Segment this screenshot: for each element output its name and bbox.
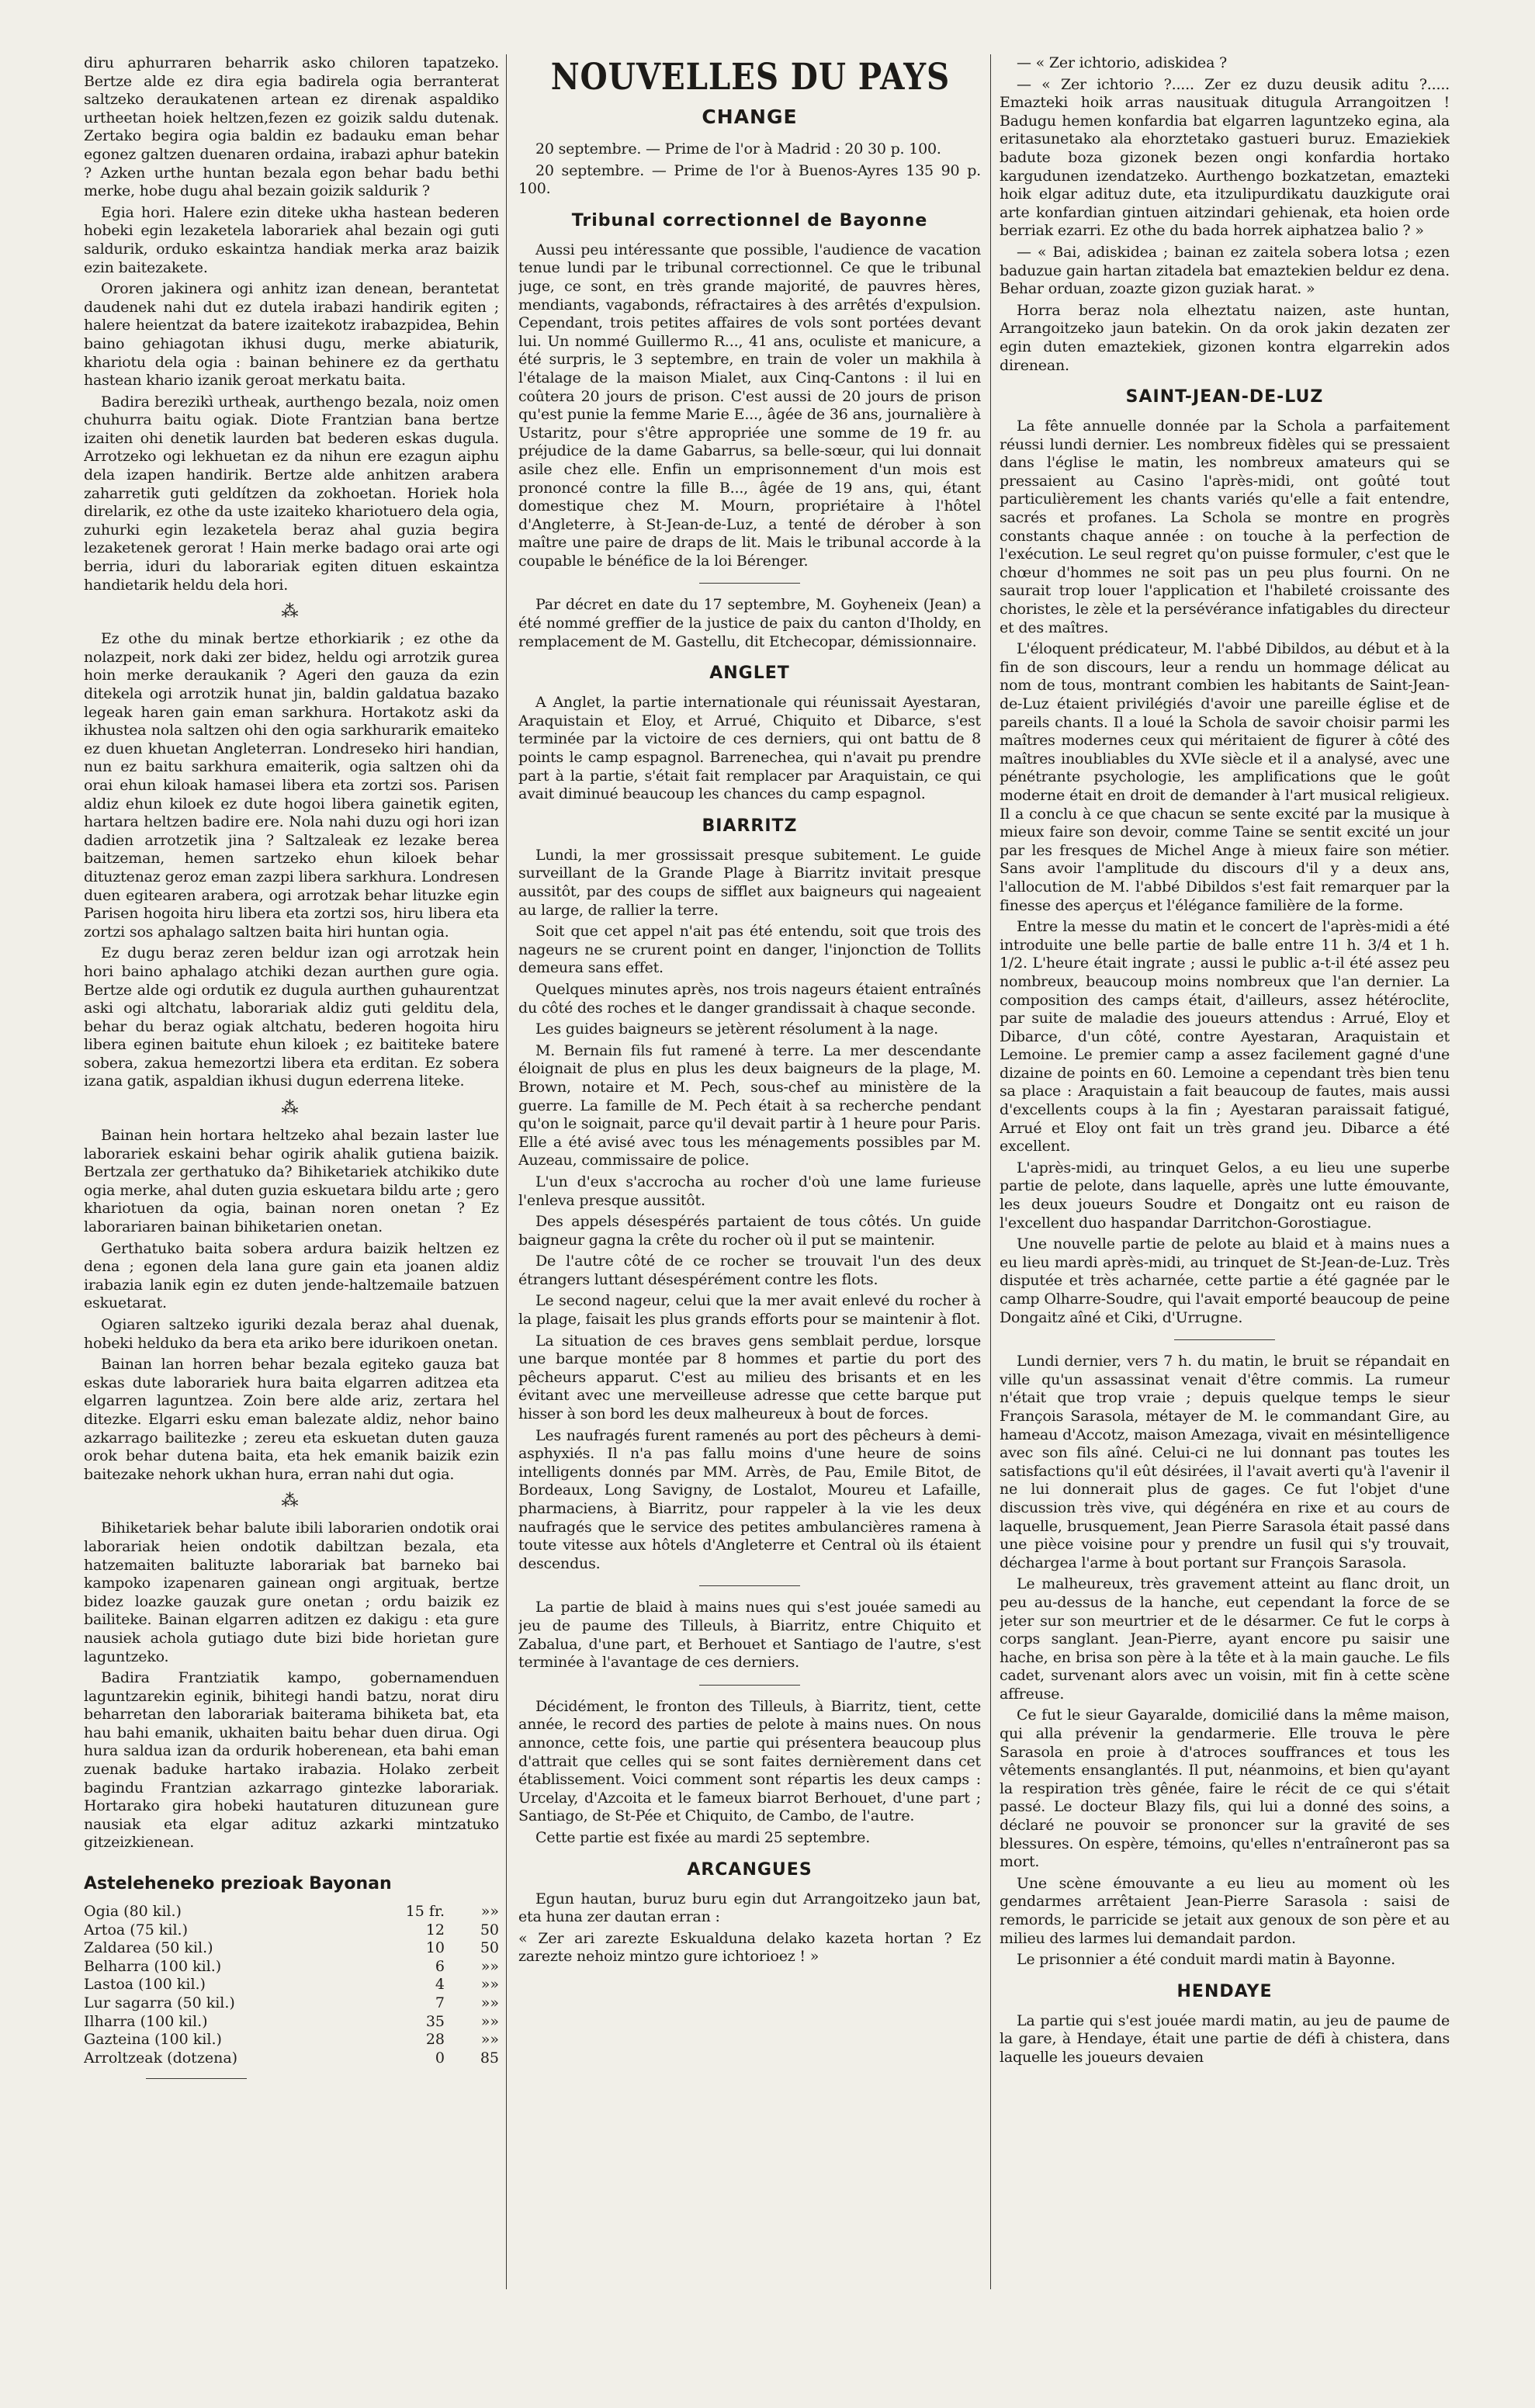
arcangues-title: ARCANGUES: [687, 1859, 813, 1880]
anglet-title: ANGLET: [709, 663, 790, 684]
article-paragraph: — « Zer ichtorio, adiskidea ?: [1017, 54, 1228, 71]
price-value: 7: [435, 1994, 445, 2011]
separator-rule: [699, 583, 800, 584]
article-paragraph: Egia hori. Halere ezin diteke ukha hastean bederen hobeki egin lezaketela laborariek ahal bezain ogi guti saldurik, orduko eskaintza handiak merka araz baizik ezin baitezakete.: [84, 203, 499, 276]
price-item-name: Lastoa (100 kil.): [84, 1976, 206, 1994]
article-paragraph: Quelques minutes après, nos trois nageurs étaient entraînés du côté des roches et le danger grandissait à chaque seconde.: [518, 980, 981, 1017]
article-paragraph: L'après-midi, au trinquet Gelos, a eu lieu une superbe partie de pelote, dans laquelle, après une lutte émouvante, les deux joueurs Soudre et Dongaitz ont eu raison de l'excellent duo haspandar Darritchon-Gorostiague.: [1000, 1159, 1450, 1232]
article-paragraph: diru aphurraren beharrik asko chiloren tapatzeko. Bertze alde ez dira egia badirela ogia berranterat saltzeko deraukatenen artean ez direnak aspaldiko urtheetan hoiek heltzen,fezen ez goizik saldu dutenak. Zertako begira ogia baldin ez badauku eman behar egonez galtzen duenaren ordaina, irabazi aphur batekin ? Azken urthe huntan bezala egon behar badu bethi merke, hobe dugu ahal bezain goizik saldurik ?: [84, 54, 499, 200]
price-value: 12: [425, 1921, 445, 1939]
price-list: [84, 1903, 499, 2067]
biarritz-title: BIARRITZ: [702, 816, 798, 836]
article-paragraph: Ce fut le sieur Gayaralde, domicilié dans la même maison, qui alla prévenir la gendarmerie. Elle trouva le père Sarasola en proie à d'atroces souffrances et tous les vêtements ensanglantés. Il put, néanmoins, et bien qu'ayant la respiration très gênée, faire le récit de ce qui s'était passé. Le docteur Blazy fils, qui lui a donné des soins, a déclaré ne pouvoir se prononcer sur la gravité de ses blessures. On espère, témoins, qu'elles n'entraîneront pas sa mort.: [1000, 1706, 1450, 1871]
article-paragraph: Gerthatuko baita sobera ardura baizik heltzen ez dena ; egonen dela lana gure gain eta joanen aldiz irabazia lanik egin ez duten jende-haltzemaile batzuen eskuetarat.: [84, 1239, 499, 1312]
column-divider: [506, 54, 507, 2289]
price-value: 4: [435, 1976, 445, 1994]
column-basque-article: [84, 54, 499, 2090]
article-paragraph: La partie qui s'est jouée mardi matin, au jeu de paume de la gare, à Hendaye, était une partie de défi à chistera, dans laquelle les joueurs devaien: [1000, 2011, 1450, 2066]
article-paragraph: Une nouvelle partie de pelote au blaid et à mains nues a eu lieu mardi après-midi, au trinquet de St-Jean-de-Luz. Très disputée et très acharnée, cette partie a été gagnée par le camp Olharre-Soudre, qui l'avait emporté beaucoup de peine Dongaitz aîné et Ciki, d'Urrugne.: [1000, 1235, 1450, 1326]
end-rule: [146, 2078, 247, 2079]
article-paragraph: Le second nageur, celui que la mer avait enlevé du rocher à la plage, faisait les plus grands efforts pour se maintenir à flot.: [518, 1292, 981, 1329]
price-item-name: Lur sagarra (50 kil.): [84, 1994, 235, 2011]
price-value: 28: [425, 2031, 445, 2049]
price-item-name: Belharra (100 kil.): [84, 1957, 222, 1975]
article-paragraph: Les guides baigneurs se jetèrent résolument à la nage.: [535, 1020, 938, 1038]
article-paragraph: Soit que cet appel n'ait pas été entendu, soit que trois des nageurs ne se crurent point en danger, l'injonction de Tollits demeura sans effet.: [518, 923, 981, 977]
price-value: 10: [425, 1939, 445, 1957]
article-paragraph: Aussi peu intéressante que possible, l'audience de vacation tenue lundi par le tribunal correctionnel. Ce que le tribunal juge, ce sont, en très grande majorité, de pauvres hères, mendiants, vagabonds, réfractaires à des arrêtés d'expulsion. Cependant, trois petites affaires de vols sont portées devant lui. Un nommé Guillermo R..., 41 ans, oculiste et manicure, a été surpris, le 3 septembre, en train de voler un makhila à l'étalage de la maison Mialet, aux Cinq-Cantons : il lui en coûtera 20 jours de prison. C'est aussi de 20 jours de prison qu'est punie la femme Marie E..., âgée de 36 ans, journalière à Ustaritz, pour s'être appropriée une somme de 19 fr. au préjudice de la dame Gabarrus, sa belle-sœur, qui lui donnait asile chez elle. Enfin un emprisonnement d'un mois est prononcé contre la fille B..., âgée de 19 ans, qui, étant domestique chez M. Mourn, propriétaire à l'hôtel d'Angleterre, à St-Jean-de-Luz, a tenté de dérober à son maître une paire de draps de lit. Mais le tribunal accorde à la coupable le bénéfice de la loi Bérenger.: [518, 241, 981, 570]
separator-rule: [699, 1585, 800, 1586]
tribunal-title: Tribunal correctionnel de Bayonne: [571, 210, 928, 230]
article-paragraph: La partie de blaid à mains nues qui s'est jouée samedi au jeu de paume des Tilleuls, à Biarritz, entre Chiquito et Zabalua, d'une part, et Berhouet et Santiago de l'autre, s'est terminée à l'avantage de ces derniers.: [518, 1599, 981, 1672]
price-cents: »»: [480, 2012, 499, 2030]
price-value: 6: [435, 1957, 445, 1975]
article-paragraph: L'éloquent prédicateur, M. l'abbé Dibildos, au début et à la fin de son discours, leur a rendu un hommage délicat au nom de tous, montrant combien les habitants de Saint-Jean-de-Luz étaient privilégiés d'avoir une pareille église et de pareils chants. Il a loué la Schola de savoir choisir parmi les maîtres modernes ceux qui méritaient de figurer à côté des maîtres inoubliables du XVIe siècle et il a analysé, avec une pénétrante psychologie, les amplifications que le goût moderne était en droit de demander à l'art musical religieux. Il a conclu à ce que chacun se sente excité par la musique à mieux faire son devoir, comme Taine se sentit excité un jour par les fresques de Michel Ange à mieux faire son métier. Sans avoir l'amplitude du discours d'il y a deux ans, l'allocution de M. l'abbé Dibildos s'est fait remarquer par la finesse des aperçus et l'élégance familière de la forme.: [1000, 640, 1450, 914]
article-paragraph: Ororen jakinera ogi anhitz izan denean, berantetat daudenek nahi dut ez dutela irabazi handirik egiten ; halere heientzat da batere izaitekotz irabazpidea, Behin baino gehiagotan ikhusi dugu, merke abiaturik, khariotu dela ogia : bainan behinere ez da gerthatu hastean khario izanik geroat merkatu baita.: [84, 280, 499, 390]
column-divider: [990, 54, 991, 2289]
article-paragraph: Horra beraz nola elheztatu naizen, aste huntan, Arrangoitzeko jaun batekin. On da orok jakin dezaten zer egin duten emaztekiek, gizonen kontra elgarrekin ados direnean.: [1000, 301, 1450, 374]
price-row: [84, 1976, 499, 1994]
saint-jean-de-luz-title: SAINT-JEAN-DE-LUZ: [1125, 387, 1324, 407]
article-paragraph: Décidément, le fronton des Tilleuls, à Biarritz, tient, cette année, le record des parties de pelote à mains nues. On nous annonce, cette fois, une partie qui présentera beaucoup plus d'attrait que celles qui se sont faites dernièrement dans cet établissement. Voici comment sont répartis les deux camps : Urcelay, d'Azcoita et le fameux biarrot Berhouet, d'une part ; Santiago, de St-Pée et Chiquito, de Cambo, de l'autre.: [518, 1697, 981, 1825]
article-paragraph: Bihiketariek behar balute ibili laborarien ondotik orai laborariak heien ondotik dabiltzan bezala, eta hatzemaiten balituzte laborariak bat barneko bai kampoko izapenaren gainean ongi argituak, bertze bidez loazke gauzak gure onetan ; ordu baizik ez bailiteke. Bainan elgarren aditzen ez dakigu : eta gure nausiek achola gutiago dute bizi bide horietan gure laguntzeko.: [84, 1519, 499, 1665]
column-nouvelles: [518, 54, 981, 1970]
price-cents: 50: [480, 1921, 499, 1939]
price-item-name: Artoa (75 kil.): [84, 1921, 188, 1939]
price-row: [84, 2031, 499, 2049]
article-paragraph: Badira Frantziatik kampo, gobernamenduen laguntzarekin eginik, bihitegi handi batzu, norat diru beharretan den laborariak baiterama bihiketa bat, eta hau bahi emanik, ukhaiten baitu behar duen dirua. Ogi hura salduа izan da ordurik hoberenean, eta bahi eman zuenak baduke hartako irabazia. Holako zerbeit bagindu Frantzian azkarrago gintezke laborariak. Hortarako gira hobeki hautaturen dituzunean gure nausiak eta elgar adituz azkarki mintzatuko gitzeizkienean.: [84, 1669, 499, 1852]
article-paragraph: Lundi, la mer grossissait presque subitement. Le guide surveillant de la Grande Plage à Biarritz invitait presque aussitôt, par des coups de sifflet aux baigneurs qui nageaient au large, de rallier la terre.: [518, 846, 981, 919]
price-cents: 50: [480, 1939, 499, 1957]
article-paragraph: Ogiaren saltzeko iguriki dezala beraz ahal duenak, hobeki helduko da bera eta ariko bere idurikoen onetan.: [84, 1316, 499, 1352]
price-row: [84, 1921, 499, 1940]
article-paragraph: Une scène émouvante a eu lieu au moment où les gendarmes arrêtaient Jean-Pierre Sarasola : saisi de remords, le parricide se jetait aux genoux de son père et au milieu des larmes lui demandait pardon.: [1000, 1874, 1450, 1947]
section-separator: ⁂: [281, 1099, 302, 1119]
article-paragraph: Badira berezikì urtheak, aurthengo bezala, noiz omen chuhurra baitu ogiak. Diote Frantzian bana bertze izaiten ohi denetik laurden bat bederen eskas dugula. Arrotzeko ogi lekhuetan ez da nihun ere ezagun aiphu dela izapen handirik. Bertze alde anhitzen arabera zaharretik guti geldítzen da zokhoetan. Horiek hola direlarik, ez othe da uste izaiteko khariotuero dela ogia, zuhurki egin lezaketela beraz ahal guzia begira lezaketenek gerorat ! Hain merke badago orai arte ogi berria, iduri du laborariak egiten dituen eskaintza handietarik heldu dela hori.: [84, 393, 499, 594]
price-value: 15 fr.: [405, 1903, 445, 1921]
article-paragraph: Ez othe du minak bertze ethorkiarik ; ez othe da nolazpeit, nork daki zer bidez, heldu ogi arrotzik gurea hoin merke deraukanik ? Ageri den gauza da ezin ditekela ogi arrotzik hunat jin, baldin galdatua bazako legeak haren gain eman sarkhura. Hortakotz aski da ikhustea nola saltzen ohi den ogia sarkhurarik emaiteko ez duen khuetan Angleterran. Londreseko hiri handian, nun ez baitu sarkhura emaiterik, ogia saltzen ohi da orai ehun kiloak hamasei libera eta zortzi sos. Parisen aldiz ehun kiloek ez dute hogoi libera gainetik egiten, hartara heltzen badire ere. Nola nahi duzu ogi hori izan dadien arrotzetik jina ? Saltzaleak ez lezake berea baitzeman, hemen sartzeko ehun kiloek behar dituztenaz geroz eman zazpi libera sarkhura. Londresen duen egitearen arabera, ogi arrotzak behar lituzke egin Parisen hogoita hiru libera eta zortzi sos, hiru libera eta zortzi sos aphalago saltzen baita hiri huntan ogia.: [84, 630, 499, 941]
separator-rule: [699, 1685, 800, 1686]
article-paragraph: Egun hautan, buruz buru egin dut Arrangoitzeko jaun bat, eta huna zer dautan erran :: [518, 1890, 981, 1926]
hendaye-title: HENDAYE: [1176, 1981, 1273, 2001]
price-item-name: Ogia (80 kil.): [84, 1903, 182, 1921]
article-paragraph: Bainan hein hortara heltzeko ahal bezain laster lue laborariek eskaini behar ogirik ahalik gutiena baizik. Bertzala zer gerthatuko da? Bihiketariek atchikiko dute ogia merke, ahal duten guzia eskuetara bildu arte ; gero khariotuen da ogia, bainan noren onetan ? Ez laborariaren bainan bihiketarien onetan.: [84, 1127, 499, 1236]
article-paragraph: Le prisonnier a été conduit mardi matin à Bayonne.: [1017, 1951, 1395, 1969]
separator-rule: [1174, 1339, 1275, 1340]
section-separator: ⁂: [281, 1492, 302, 1512]
change-line: 20 septembre. — Prime de l'or à Buenos-Ayres 135 90 p. 100.: [518, 161, 981, 198]
price-item-name: Arroltzeak (dotzena): [84, 2049, 238, 2067]
article-paragraph: A Anglet, la partie internationale qui réunissait Ayestaran, Araquistain et Eloy, et Arrué, Chiquito et Dibarce, s'est terminée par la victoire de ces derniers, qui ont battu de 8 points le camp espagnol. Barrenechea, qui n'avait pu prendre part à la partie, s'était fait remplacer par Araquistain, ce qui avait diminué beaucoup les chances du camp espagnol.: [518, 694, 981, 803]
price-item-name: Ilharra (100 kil.): [84, 2012, 208, 2030]
price-row: [84, 1994, 499, 2013]
price-row: [84, 1903, 499, 1921]
price-cents: »»: [480, 1903, 499, 1921]
price-row: [84, 1939, 499, 1958]
article-paragraph: Ez dugu beraz zeren beldur izan ogi arrotzak hein hori baino aphalago atchiki dezan aurthen gure ogia. Bertze alde ogi ordutik ez dugula aurthen guhaurentzat aski ogi altchatu, laborariak aldiz guti gelditu dela, behar du beraz ogiak altchatu, bederen hogoita hiru libera eginen baitute ehun kiloek ; ez baititeke batere sobera, zakua hemezortzi libera eta erditan. Ez sobera izana gatik, aspaldian ikhusi dugun ederrena liteke.: [84, 944, 499, 1090]
article-paragraph: Bainan lan horren behar bezala egiteko gauza bat eskas dute laborariek hura baita elgarren aditzea eta elgarren laguntzea. Zoin bere alde ariz, zertara hel ditezke. Elgarri esku eman balezate aldiz, nehor baino azkarrago bailitezke ; zereu eta eskuetan duten gauza orok behar dutena baita, eta hek emanik baizik ezin baitezake nehork ukhan hura, erran nahi dut ogia.: [84, 1356, 499, 1483]
article-paragraph: « Zer ari zarezte Eskualduna delako kazeta hortan ? Ez zarezte nehoiz mintzo gure ichtorioez ! »: [518, 1929, 981, 1966]
price-row: [84, 2049, 499, 2068]
price-item-name: Gazteina (100 kil.): [84, 2031, 222, 2049]
section-masthead: NOUVELLES DU PAYS: [550, 56, 951, 99]
article-paragraph: La situation de ces braves gens semblait perdue, lorsque une barque montée par 8 hommes et partie du port des pêcheurs apparut. C'est au milieu des brisants et en les évitant avec une merveilleuse adresse que cette barque put hisser à son bord les deux malheureux à bout de forces.: [518, 1332, 981, 1423]
article-paragraph: — « Bai, adiskidea ; bainan ez zaitela sobera lotsa ; ezen baduzue gain hartan zitadela bat emaztekien beldur ez dena. Behar orduan, zoazte gizon guziak harat. »: [1000, 243, 1450, 298]
article-paragraph: De l'autre côté de ce rocher se trouvait l'un des deux étrangers luttant désespérément contre les flots.: [518, 1253, 981, 1288]
price-cents: »»: [480, 1994, 499, 2011]
price-cents: »»: [480, 1957, 499, 1975]
article-paragraph: Des appels désespérés partaient de tous côtés. Un guide baigneur gagna la crête du rocher où il put se maintenir.: [518, 1213, 981, 1249]
article-paragraph: Entre la messe du matin et le concert de l'après-midi a été introduite une belle partie de balle entre 11 h. 3/4 et 1 h. 1/2. L'heure était ingrate ; aussi le public a-t-il été assez peu nombreux, beaucoup moins nombreux que l'an dernier. La composition des camps était, d'ailleurs, assez hétéroclite, par suite de maladie des joueurs attendus : Arrué, Eloy et Dibarce, d'un côté, contre Ayestaran, Araquistain et Lemoine. Le premier camp a assez facilement gagné d'une dizaine de points en 60. Lemoine a cependant très bien tenu sa place : Araquistain a fait beaucoup de fautes, mais aussi d'excellents coups à la fin ; Ayestaran paraissait fatigué, Arrué et Eloy ont fait un très grand jeu. Dibarce a été excellent.: [1000, 918, 1450, 1155]
price-cents: »»: [480, 1976, 499, 1994]
article-paragraph: Cette partie est fixée au mardi 25 septembre.: [535, 1828, 871, 1846]
price-row: [84, 1958, 499, 1977]
article-paragraph: M. Bernain fils fut ramené à terre. La mer descendante éloignait de plus en plus les deux baigneurs de la plage, M. Brown, notaire et M. Pech, sous-chef au ministère de la guerre. La famille de M. Pech était à sa recherche pendant qu'on le soignait, parce qu'il devait partir à 1 heure pour Paris. Elle a été avisé avec tous les ménagements possibles par M. Auzeau, commissaire de police.: [518, 1041, 981, 1169]
column-continued: [1000, 54, 1450, 2070]
article-paragraph: La fête annuelle donnée par la Schola a parfaitement réussi lundi dernier. Les nombreux fidèles qui se pressaient dans l'église le matin, les nombreux amateurs qui se pressaient au Casino l'après-midi, ont goûté tout particulièrement les chants variés qu'elle a fait entendre, sacrés et profanes. La Schola se montre en progrès constants chaque année : on touche à la perfection de l'exécution. Le seul regret qu'on puisse formuler, c'est que le chœur d'hommes ne soit pas un peu plus fourni. On ne saurait trop louer l'application et l'habileté croissante des choristes, le zèle et la persévérance infatigables du directeur et des maîtres.: [1000, 418, 1450, 636]
change-title: CHANGE: [702, 106, 798, 128]
price-cents: »»: [480, 2031, 499, 2049]
article-paragraph: Le malheureux, très gravement atteint au flanc droit, un peu au-dessus de la hanche, eut cependant la force de se jeter sur son meurtrier et de le désarmer. Ce fut le corps à corps sanglant. Jean-Pierre, ayant encore pu saisir une hache, en brisa son père à la tête et à la main gauche. Le fils cadet, survenant alors avec un voisin, mit fin à cette scène affreuse.: [1000, 1575, 1450, 1703]
change-line: 20 septembre. — Prime de l'or à Madrid : 20 30 p. 100.: [535, 140, 941, 158]
price-value: 0: [435, 2049, 445, 2067]
article-paragraph: Lundi dernier, vers 7 h. du matin, le bruit se répandait en ville qu'un assassinat venait d'être commis. La rumeur n'était que trop vraie ; depuis quelque temps le sieur François Sarasola, métayer de M. le commandant Gire, au hameau d'Accotz, maison Amezaga, vivait en mésintelligence avec son fils aîné. Celui-ci ne lui donnant pas toutes les satisfactions qu'il eût désirées, il l'avait averti qu'à l'avenir il ne lui donnerait plus de gages. Ce fut l'objet d'une discussion très vive, qui dégénéra en rixe et au cours de laquelle, brusquement, Jean Pierre Sarasola était passé dans une pièce voisine pour y prendre un fusil qui s'y trouvait, déchargea l'arme à bout portant sur François Sarasola.: [1000, 1353, 1450, 1571]
price-list-title: Asteleheneko prezioak Bayonan: [84, 1874, 392, 1894]
article-paragraph: — « Zer ichtorio ?..... Zer ez duzu deusik aditu ?..... Emazteki hoik arras nausituak ditugula Arrangoitzen ! Badugu hemen konfardia bat elgarren laguntzeko egina, ala eritasunetako ala ehorztetako gastueri buruz. Emaziekiek badute boza gizonek bezen ongi konfardia hortako kargudunen izendatzeko. Aurthengo bozkatzetan, emazteki hoik elgar adituz dute, eta itzulipurdikatu dauzkigute orai arte konfardian gintuen aitzindari gehienak, eta hoien orde berriak ezarri. Ez othe du bada horrek aiphatzea balio ? »: [1000, 75, 1450, 240]
price-item-name: Zaldarea (50 kil.): [84, 1939, 213, 1957]
price-value: 35: [425, 2012, 445, 2030]
price-row: [84, 2013, 499, 2032]
article-paragraph: Par décret en date du 17 septembre, M. Goyheneix (Jean) a été nommé greffier de la justice de paix du canton d'Iholdy, en remplacement de M. Gastellu, dit Etchecopar, démissionnaire.: [518, 596, 981, 650]
section-separator: ⁂: [281, 602, 302, 622]
price-cents: 85: [480, 2049, 499, 2067]
article-paragraph: Les naufragés furent ramenés au port des pêcheurs à demi-asphyxiés. Il n'a pas fallu moins d'une heure de soins intelligents donnés par MM. Arrès, de Pau, Emile Bitot, de Bordeaux, Long Savigny, de Lostalot, Moureu et Lafaille, pharmaciens, à Biarritz, pour rappeler à la vie les deux naufragés que le service des petites ambulancières ramena à toute vitesse aux hôtels d'Angleterre et Central où ils étaient descendus.: [518, 1426, 981, 1572]
article-paragraph: L'un d'eux s'accrocha au rocher d'où une lame furieuse l'enleva presque aussitôt.: [518, 1173, 981, 1209]
